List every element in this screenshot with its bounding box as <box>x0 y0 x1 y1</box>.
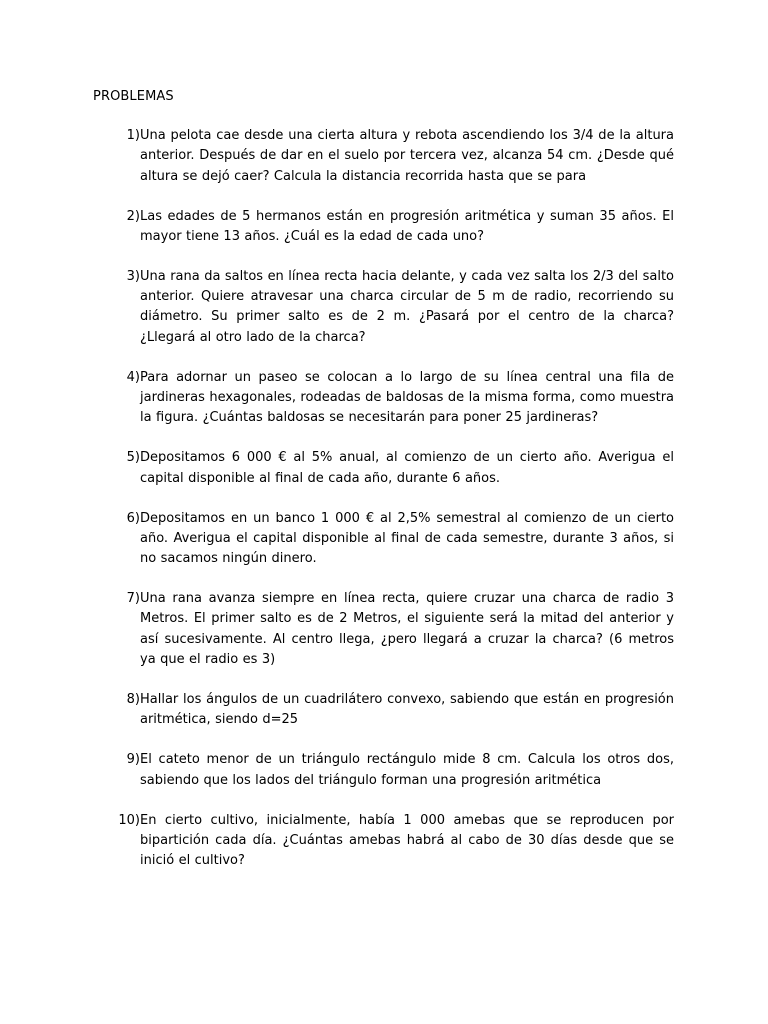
problem-number <box>93 267 140 287</box>
problem-number <box>93 126 140 146</box>
problem-text: En cierto cultivo, inicialmente, había 1 000 amebas que se reproducen por bipartición cada día. ¿Cuántas amebas habrá al cabo de 30 días desde que se inició el cultivo? <box>140 812 674 869</box>
problem-item-4 <box>93 368 674 429</box>
problem-text: Una rana da saltos en línea recta hacia delante, y cada vez salta los 2/3 del salto anterior. Quiere atravesar una charca circular de 5 m de radio, recorriendo su diámetro. Su primer salto es de 2 m. ¿Pasará por el centro de la charca? ¿Llegará al otro lado de la charca? <box>140 268 674 345</box>
problem-number <box>93 690 140 710</box>
problem-text: El cateto menor de un triángulo rectángulo mide 8 cm. Calcula los otros dos, sabiendo que los lados del triángulo forman una progresión aritmética <box>140 752 674 788</box>
problem-item-6 <box>93 509 674 570</box>
problem-text: Una pelota cae desde una cierta altura y rebota ascendiendo los 3/4 de la altura anterior. Después de dar en el suelo por tercera vez, alcanza 54 cm. ¿Desde qué altura se dejó caer? Calcula la distancia recorrida hasta que se para <box>140 128 674 184</box>
problem-number-label: 2) <box>126 208 140 224</box>
problem-number <box>93 589 140 609</box>
problem-text: Una rana avanza siempre en línea recta, quiere cruzar una charca de radio 3 Metros. El primer salto es de 2 Metros, el siguiente será la mitad del anterior y así sucesivamente. Al centro llega, ¿pero llegará a cruzar la charca? (6 metros ya que el radio es 3) <box>140 591 674 668</box>
problem-number-label: 9) <box>126 752 140 768</box>
problem-item-7 <box>93 589 674 670</box>
problem-text: Las edades de 5 hermanos están en progresión aritmética y suman 35 años. El mayor tiene 13 años. ¿Cuál es la edad de cada uno? <box>140 208 674 244</box>
problem-item-3 <box>93 267 674 348</box>
problem-text: Hallar los ángulos de un cuadrilátero convexo, sabiendo que están en progresión aritmética, siendo d=25 <box>140 692 674 728</box>
problem-number-label: 3) <box>126 268 140 284</box>
problem-number-label: 5) <box>126 450 140 466</box>
problem-text: Para adornar un paseo se colocan a lo largo de su línea central una fila de jardineras hexagonales, rodeadas de baldosas de la misma forma, como muestra la figura. ¿Cuántas baldosas se necesitarán para poner 25 jardineras? <box>140 369 674 426</box>
problem-item-9 <box>93 750 674 791</box>
problem-number-label: 1) <box>126 128 140 143</box>
problem-number <box>93 811 140 831</box>
problem-number-label: 7) <box>126 591 140 607</box>
problem-text: Depositamos en un banco 1 000 € al 2,5% semestral al comienzo de un cierto año. Averigua el capital disponible al final de cada semestre, durante 3 años, si no sacamos ningún dinero. <box>140 510 674 567</box>
problem-number <box>93 509 140 529</box>
problem-number-label: 8) <box>126 692 140 708</box>
problem-number-label: 4) <box>126 369 140 385</box>
problem-item-5 <box>93 448 674 489</box>
problem-list <box>93 126 674 891</box>
problem-number <box>93 448 140 468</box>
page-title: PROBLEMAS <box>93 89 174 104</box>
problem-item-1 <box>93 126 674 187</box>
problem-item-8 <box>93 690 674 731</box>
problem-text: Depositamos 6 000 € al 5% anual, al comienzo de un cierto año. Averigua el capital disponible al final de cada año, durante 6 años. <box>140 450 674 486</box>
problem-item-2 <box>93 207 674 248</box>
problem-number <box>93 750 140 770</box>
problem-number-label: 6) <box>126 510 140 526</box>
problem-number <box>93 368 140 388</box>
problem-number <box>93 207 140 227</box>
problem-number-label: 10) <box>118 812 140 828</box>
problem-item-10 <box>93 811 674 872</box>
